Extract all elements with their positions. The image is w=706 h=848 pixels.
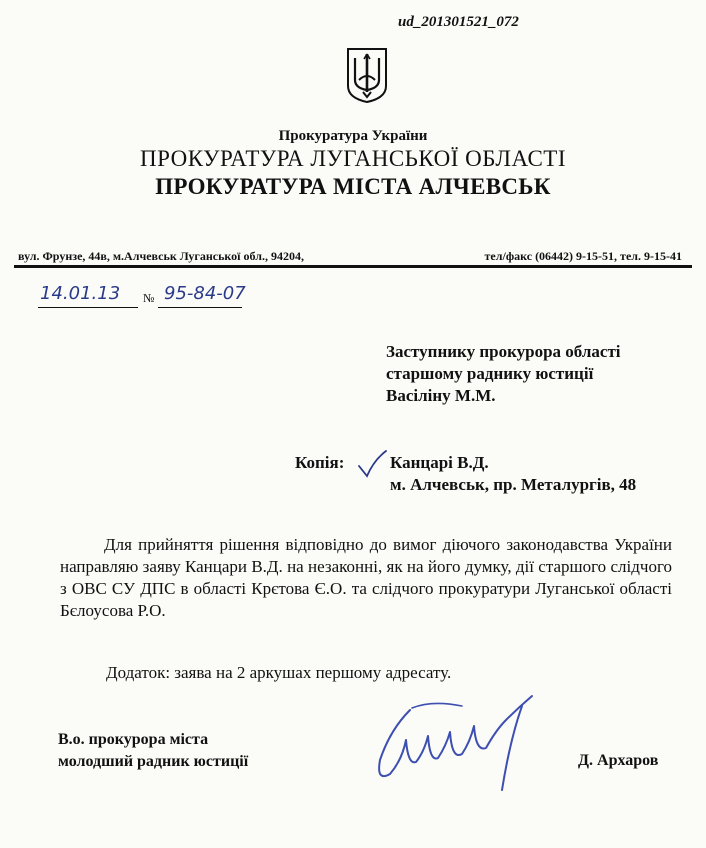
signatory-name: Д. Архаров	[578, 752, 659, 769]
recipient-line-3: Васіліну М.М.	[386, 386, 496, 405]
recipient-line-1: Заступнику прокурора області	[386, 342, 621, 361]
attachment-note: Додаток: заява на 2 аркушах першому адресату.	[106, 663, 452, 682]
org-parent-title: Прокуратура України	[278, 128, 428, 144]
copy-recipient-address: м. Алчевськ, пр. Металургів, 48	[390, 475, 637, 494]
org-oblast-title: ПРОКУРАТУРА ЛУГАНСЬКОЇ ОБЛАСТІ	[139, 146, 567, 171]
checkmark-icon	[356, 448, 388, 480]
copy-recipient-name: Канцарі В.Д.	[390, 453, 489, 472]
outgoing-date: 14.01.13	[40, 283, 121, 304]
handwritten-signature	[372, 690, 572, 800]
trident-emblem-icon	[345, 46, 389, 104]
signatory-position-1: В.о. прокурора міста	[58, 731, 209, 748]
number-sign: №	[143, 291, 155, 305]
header-divider	[14, 265, 692, 268]
document-id: ud_201301521_072	[398, 14, 519, 30]
org-city-title: ПРОКУРАТУРА МІСТА АЛЧЕВСЬК	[155, 174, 551, 199]
phone: тел/факс (06442) 9-15-51, тел. 9-15-41	[484, 249, 682, 263]
copy-label: Копія:	[295, 453, 345, 472]
number-underline	[158, 307, 242, 308]
signatory-position-2: молодший радник юстиції	[58, 753, 249, 770]
outgoing-number: 95-84-07	[164, 283, 246, 304]
recipient-line-2: старшому раднику юстиції	[386, 364, 594, 383]
date-underline	[38, 307, 138, 308]
address: вул. Фрунзе, 44в, м.Алчевськ Луганської обл., 94204,	[18, 249, 304, 263]
letter-body: Для прийняття рішення відповідно до вимог діючого законодавства України направляю заяву Канцари В.Д. на незаконні, як на його думку, дії старшого слідчого з ОВС СУ ДПС в області Крєтова Є.О. та слідчого прокуратури Луганської області Бєлоусова Р.О.	[60, 535, 672, 620]
